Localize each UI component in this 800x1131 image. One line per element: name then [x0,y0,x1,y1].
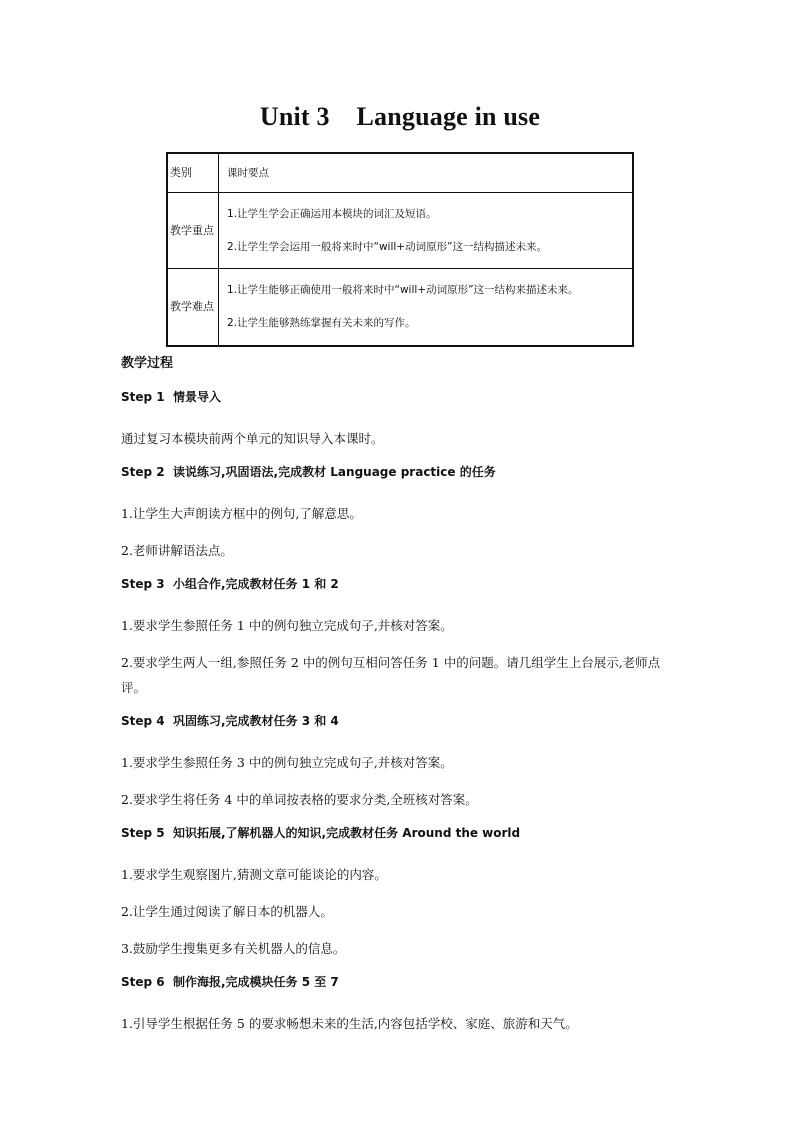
point-text: 1.让学生学会正确运用本模块的词汇及短语。 [227,207,437,220]
point-text: 2.让学生能够熟练掌握有关未来的写作。 [227,317,416,329]
step-block [121,388,681,451]
step-item: 2.老师讲解语法点。 [121,543,233,558]
step-block [121,973,681,1036]
step-block [121,824,681,961]
step-block [121,712,681,812]
step-item: 2.要求学生将任务 4 中的单词按表格的要求分类,全班核对答案。 [121,792,478,807]
points-header: 课时要点 [219,153,634,193]
table-header-row [167,153,633,193]
step-item: 1.要求学生观察图片,猜测文章可能谈论的内容。 [121,867,387,882]
step-item: 3.鼓励学生搜集更多有关机器人的信息。 [121,941,346,956]
section-title: 教学过程 [121,356,174,371]
step-item: 2.要求学生两人一组,参照任务 2 中的例句互相问答任务 1 中的问题。请几组学生上台展示,老师点评。 [121,655,661,695]
step-item: 通过复习本模块前两个单元的知识导入本课时。 [121,431,384,446]
table-row [167,193,633,269]
step-heading: Step 3 小组合作,完成教材任务 1 和 2 [121,577,339,591]
row-category: 教学重点 [167,193,219,269]
step-item: 2.让学生通过阅读了解日本的机器人。 [121,904,333,919]
step-heading: Step 5 知识拓展,了解机器人的知识,完成教材任务 Around the world [121,826,521,840]
step-item: 1.让学生大声朗读方框中的例句,了解意思。 [121,506,362,521]
step-block [121,575,681,700]
page-title: Unit 3 Language in use [259,102,541,131]
row-points [219,193,634,269]
point-text: 2.让学生学会运用一般将来时中“will+动词原形”这一结构描述未来。 [227,240,548,253]
step-item: 1.要求学生参照任务 3 中的例句独立完成句子,并核对答案。 [121,755,453,770]
lesson-points-table [166,152,634,347]
category-header: 类别 [167,153,219,193]
row-points [219,269,634,347]
step-heading: Step 6 制作海报,完成模块任务 5 至 7 [121,975,339,989]
point-text: 1.让学生能够正确使用一般将来时中“will+动词原形”这一结构来描述未来。 [227,284,579,297]
table-row [167,269,633,347]
step-item: 1.要求学生参照任务 1 中的例句独立完成句子,并核对答案。 [121,618,453,633]
step-heading: Step 2 读说练习,巩固语法,完成教材 Language practice 的任务 [121,465,496,479]
row-category: 教学难点 [167,269,219,347]
steps-list [121,388,681,1048]
step-heading: Step 4 巩固练习,完成教材任务 3 和 4 [121,714,339,728]
step-block [121,463,681,563]
step-heading: Step 1 情景导入 [121,390,221,404]
step-item: 1.引导学生根据任务 5 的要求畅想未来的生活,内容包括学校、家庭、旅游和天气。 [121,1016,578,1031]
